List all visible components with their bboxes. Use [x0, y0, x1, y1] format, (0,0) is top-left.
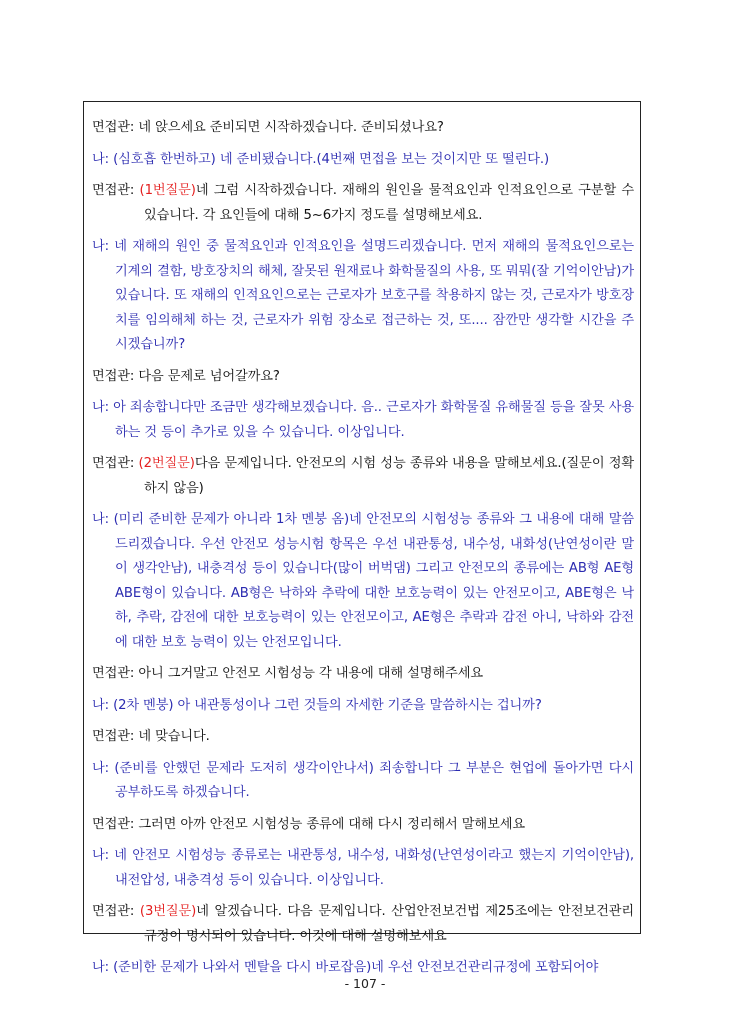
- interviewer-text: 네 알겠습니다. 다음 문제입니다. 산업안전보건법 제25조에는 안전보건관리규정이 명시되어 있습니다. 이것에 대해 설명해보세요: [144, 904, 634, 944]
- speaker-label: 면접관:: [92, 904, 140, 919]
- interviewer-line: 면접관: 다음 문제로 넘어갈까요?: [92, 368, 280, 384]
- interviewer-line: [92, 900, 634, 949]
- question-number-label: (1번질문): [139, 183, 196, 198]
- interviewer-line: 면접관: 아니 그거말고 안전모 시험성능 각 내용에 대해 설명해주세요: [92, 666, 483, 681]
- candidate-line: 나: (2차 멘붕) 아 내관통성이나 그런 것들의 자세한 기준을 말씀하시는 겁니까?: [92, 697, 542, 713]
- interviewer-text: 네 그럼 시작하겠습니다. 재해의 원인을 물적요인과 인적요인으로 구분할 수 있습니다. 각 요인들에 대해 5~6가지 정도를 설명해보세요.: [144, 183, 634, 223]
- speaker-label: 면접관:: [92, 456, 139, 471]
- interviewer-line: [92, 452, 634, 501]
- candidate-line: 나: (준비한 문제가 나와서 멘탈을 다시 바로잡음)네 우선 안전보건관리규정에 포함되어야: [92, 960, 599, 975]
- candidate-line: 나: (준비를 안했던 문제라 도저히 생각이안나서) 죄송합니다 그 부분은 현업에 돌아가면 다시 공부하도록 하겠습니다.: [92, 760, 634, 800]
- candidate-line: 나: 네 안전모 시험성능 종류로는 내관통성, 내수성, 내화성(난연성이라고 했는지 기억이안남), 내전압성, 내충격성 등이 있습니다. 이상입니다.: [92, 848, 634, 888]
- question-number-label: (2번질문): [138, 456, 195, 471]
- candidate-line: 나: 아 죄송합니다만 조금만 생각해보겠습니다. 음.. 근로자가 화학물질 유해물질 등을 잘못 사용하는 것 등이 추가로 있을 수 있습니다. 이상입니다.: [92, 400, 634, 440]
- speaker-label: 면접관:: [92, 183, 140, 198]
- candidate-line: 나: (미리 준비한 문제가 아니라 1차 멘붕 옴)네 안전모의 시험성능 종류와 그 내용에 대해 말씀드리겠습니다. 우선 안전모 성능시험 항목은 우선 내관통성, 내수성, 내화성(난연성이란 말이 생각안남), 내충격성 등이 있습니다(많이 버벅댐) 그리고 안전모의 종류에는 AB형 AE형 ABE형이 있습니다. AB형은 낙하와 추락에 대한 보호능력이 있는 안전모이고, ABE형은 낙하, 추락, 감전에 대한 보호능력이 있는 안전모이고, AE형은 추락과 감전 아니, 낙하와 감전에 대한 보호 능력이 있는 안전모입니다.: [92, 512, 634, 650]
- interviewer-line: 면접관: 네 앉으세요 준비되면 시작하겠습니다. 준비되셨나요?: [92, 120, 444, 135]
- transcript-box: [83, 101, 641, 975]
- page-number: - 107 -: [344, 976, 386, 991]
- interviewer-line: [92, 179, 634, 228]
- question-number-label: (3번질문): [139, 904, 197, 919]
- candidate-line: 나: 네 재해의 원인 중 물적요인과 인적요인을 설명드리겠습니다. 먼저 재해의 물적요인으로는 기계의 결함, 방호장치의 해체, 잘못된 원재료나 화학물질의 사용, 또 뭐뭐(잘 기억이안남)가 있습니다. 또 재해의 인적요인으로는 근로자가 보호구를 착용하지 않는 것, 근로자가 방호장치를 임의해체 하는 것, 근로자가 위험 장소로 접근하는 것, 또.... 잠깐만 생각할 시간을 주시겠습니까?: [92, 239, 634, 352]
- candidate-line: 나: (심호흡 한번하고) 네 준비됐습니다.(4번째 면접을 보는 것이지만 또 떨린다.): [92, 151, 549, 167]
- interviewer-text: 다음 문제입니다. 안전모의 시험 성능 종류와 내용을 말해보세요.(질문이 정확하지 않음): [144, 456, 634, 496]
- interviewer-line: 면접관: 네 맞습니다.: [92, 729, 210, 744]
- interviewer-line: 면접관: 그러면 아까 안전모 시험성능 종류에 대해 다시 정리해서 말해보세요: [92, 816, 525, 832]
